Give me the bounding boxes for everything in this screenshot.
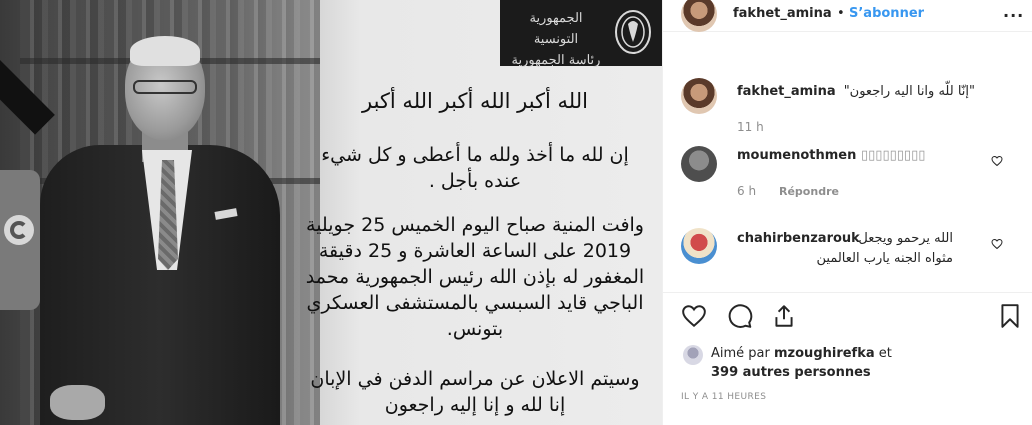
presidency-line-2: رئاسة الجمهورية — [511, 53, 601, 68]
condolence-paragraph-2: وافت المنية صباح اليوم الخميس 25 جويلية 2019 على الساعة العاشرة و 25 دقيقة المغفور له بإذن الله رئيس الجمهورية محمد الباجي قايد السبسي بالمستشفى العسكري بتونس. — [305, 214, 645, 340]
portrait — [30, 40, 280, 425]
author-username[interactable]: fakhet_amina — [733, 6, 832, 21]
comment-username[interactable]: moumenothmen — [737, 148, 857, 163]
portrait-hair — [130, 36, 200, 66]
portrait-glasses — [133, 80, 197, 94]
comment-username[interactable]: fakhet_amina — [737, 84, 836, 99]
comment-username[interactable]: chahirbenzarouk — [737, 231, 860, 246]
post-header — [663, 0, 1032, 32]
heart-icon[interactable] — [681, 303, 707, 329]
condolence-paragraph-3: وسيتم الاعلان عن مراسم الدفن في الإبان إنا لله و إنا إليه راجعون — [310, 368, 640, 416]
comment-text-line-2: مثواه الجنه يارب العالمين — [816, 251, 953, 266]
comment-text: "إنّا للّه وانا اليه راجعون" — [843, 84, 975, 99]
likes-summary — [711, 344, 892, 382]
presidency-title — [506, 8, 606, 71]
portrait-hand — [50, 385, 105, 420]
comment-avatar[interactable] — [681, 228, 717, 264]
caption-avatar[interactable] — [681, 78, 717, 114]
comment-avatar[interactable] — [681, 146, 717, 182]
author-avatar[interactable] — [681, 0, 717, 32]
bookmark-icon[interactable] — [997, 303, 1023, 329]
takbir-text: الله أكبر الله أكبر الله أكبر — [362, 89, 588, 113]
likes-suffix: et — [878, 346, 892, 361]
post-sidebar — [662, 0, 1032, 425]
presidency-line-1: الجمهورية التونسية — [529, 11, 583, 47]
follow-button[interactable]: S’abonner — [849, 6, 925, 21]
comment-time: 11 h — [737, 120, 764, 134]
liker-avatar[interactable] — [683, 345, 703, 365]
condolence-paragraph-1: إن لله ما أخذ ولله ما أعطى و كل شيء عنده بأجل . — [321, 144, 629, 192]
comment-time: 6 h — [737, 184, 757, 198]
comment-like-icon[interactable] — [991, 155, 1003, 167]
comment-text: ▯▯▯▯▯▯▯▯▯ — [861, 148, 926, 163]
likes-others-link[interactable]: 399 autres personnes — [711, 365, 871, 380]
likes-prefix: Aimé par — [711, 346, 770, 361]
action-bar — [663, 292, 1032, 332]
post-timestamp: IL Y A 11 HEURES — [681, 392, 767, 402]
reply-button[interactable]: Répondre — [779, 185, 839, 198]
flag-crescent — [10, 221, 28, 239]
share-icon[interactable] — [771, 303, 797, 329]
liker-username[interactable]: mzoughirefka — [774, 346, 875, 361]
comment-text-line-1: الله يرحمو ويجعل — [858, 231, 953, 246]
comment-like-icon[interactable] — [991, 238, 1003, 250]
comment-icon[interactable] — [727, 303, 753, 329]
header-separator: • — [837, 6, 845, 21]
presidency-emblem-icon — [612, 8, 654, 56]
more-options-icon[interactable]: ··· — [1003, 6, 1025, 25]
